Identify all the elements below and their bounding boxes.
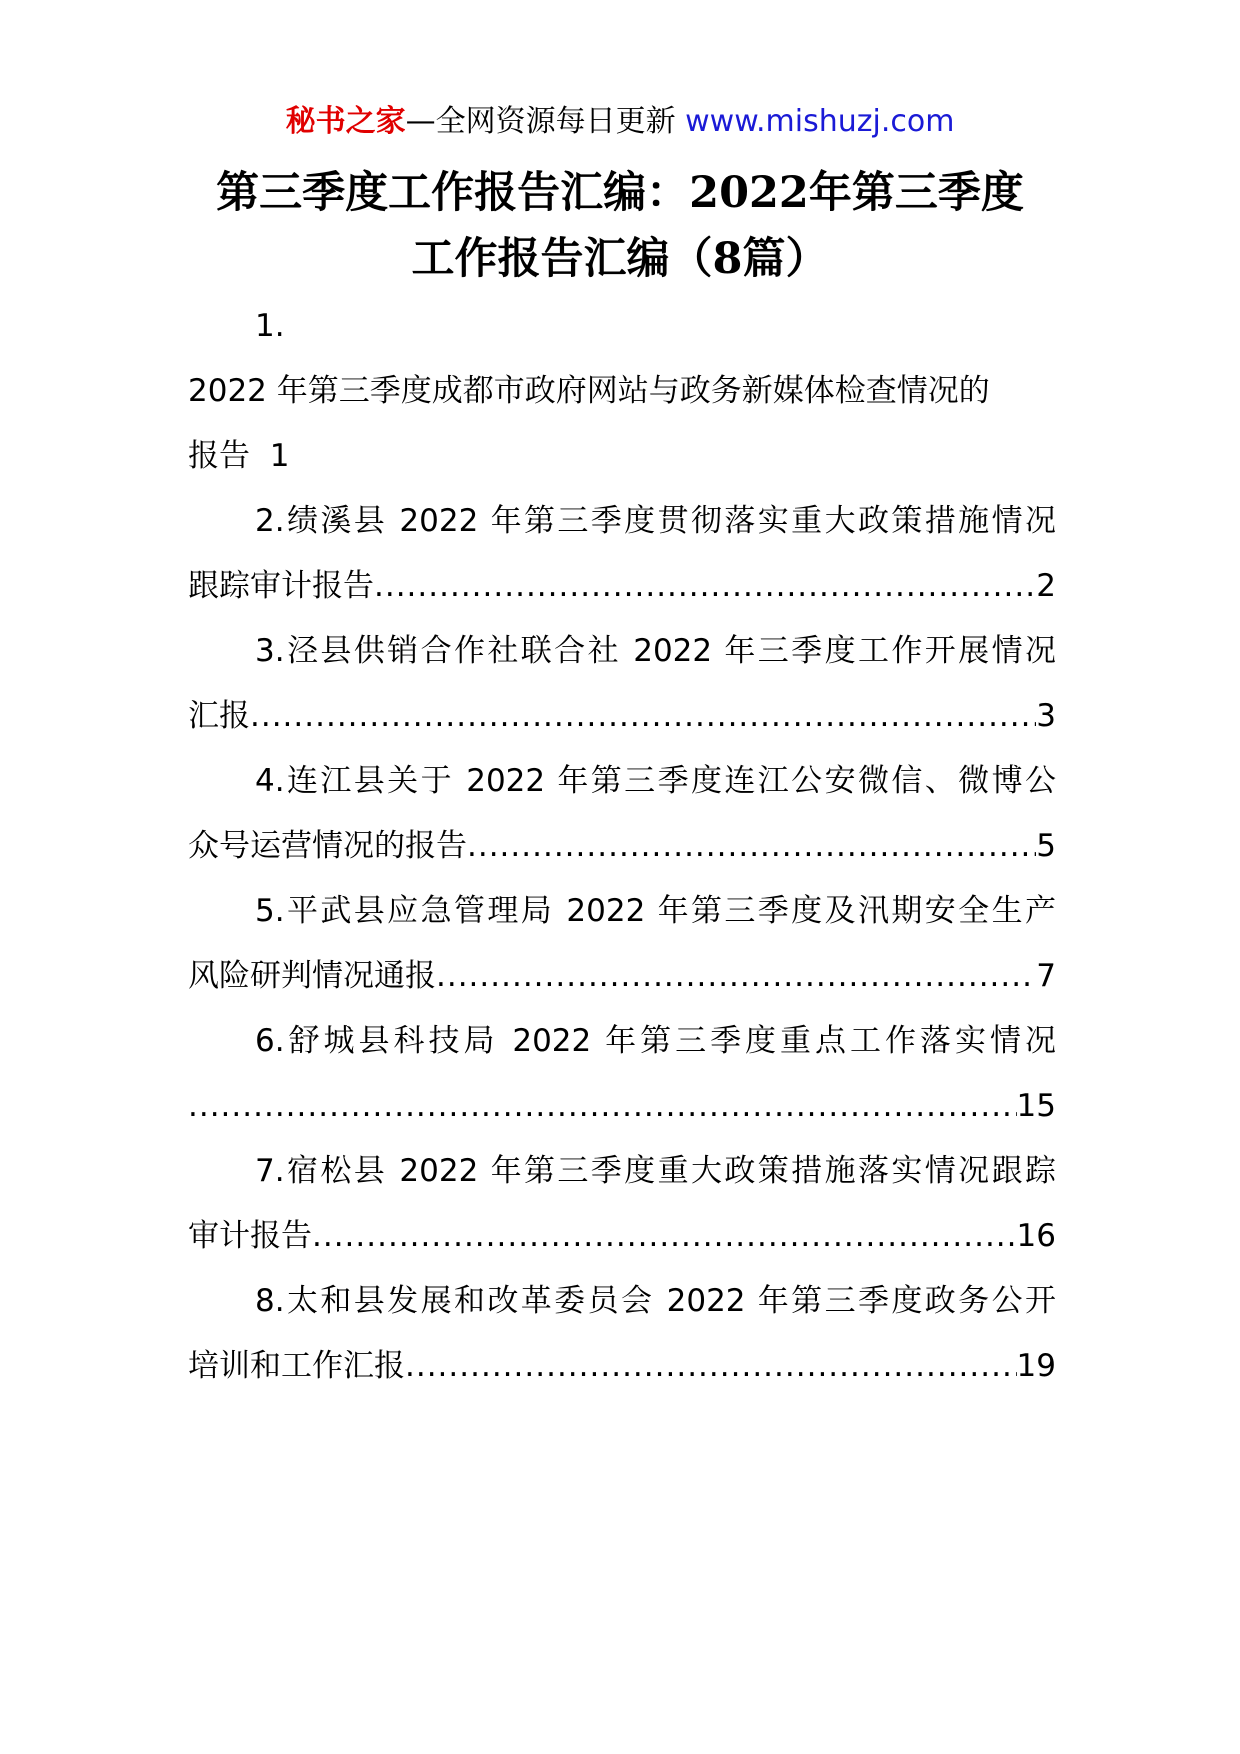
header-tagline: —全网资源每日更新 bbox=[405, 104, 686, 139]
toc-entry-leader-line bbox=[188, 1204, 1056, 1269]
toc-entry-leader-line bbox=[188, 1074, 1056, 1139]
dot-leader bbox=[250, 684, 1036, 749]
site-url-link[interactable]: www.mishuzj.com bbox=[685, 104, 955, 139]
toc-entry-1[interactable] bbox=[188, 294, 1056, 489]
toc-entry-title-tail: 汇报 bbox=[188, 698, 250, 734]
toc-entry-page: 15 bbox=[1016, 1088, 1056, 1124]
dot-leader bbox=[467, 814, 1036, 879]
title-line-2: 工作报告汇编（8篇） bbox=[411, 234, 829, 284]
brand-name: 秘书之家 bbox=[285, 104, 406, 139]
toc-entry-leader-line bbox=[188, 554, 1056, 619]
document-title bbox=[150, 160, 1090, 292]
site-header bbox=[0, 100, 1240, 144]
toc-entry-title-tail: 众号运营情况的报告 bbox=[188, 828, 467, 864]
dot-leader bbox=[188, 1074, 1017, 1139]
toc-entry-8[interactable] bbox=[188, 1269, 1056, 1399]
toc-entry-page: 1 bbox=[269, 438, 290, 474]
toc-entry-title: 2.绩溪县 2022 年第三季度贯彻落实重大政策措施情况 bbox=[255, 503, 1056, 539]
dot-leader bbox=[312, 1204, 1017, 1269]
toc-entry-number: 1. bbox=[255, 308, 285, 344]
toc-entry-leader-line bbox=[188, 944, 1056, 1009]
toc-entry-title-tail: 培训和工作汇报 bbox=[188, 1348, 405, 1384]
toc-entry-title-tail: 审计报告 bbox=[188, 1218, 312, 1254]
toc-entry-4[interactable] bbox=[188, 749, 1056, 879]
toc-entry-2[interactable] bbox=[188, 489, 1056, 619]
toc-entry-title: 3.泾县供销合作社联合社 2022 年三季度工作开展情况 bbox=[255, 633, 1056, 669]
toc-entry-leader-line bbox=[188, 684, 1056, 749]
toc-entry-leader-line bbox=[188, 1334, 1056, 1399]
dot-leader bbox=[405, 1334, 1017, 1399]
toc-entry-title: 6.舒城县科技局 2022 年第三季度重点工作落实情况 bbox=[255, 1023, 1056, 1059]
toc-entry-5[interactable] bbox=[188, 879, 1056, 1009]
toc-entry-title: 4.连江县关于 2022 年第三季度连江公安微信、微博公 bbox=[255, 763, 1056, 799]
dot-leader bbox=[436, 944, 1036, 1009]
toc-entry-page: 19 bbox=[1016, 1348, 1056, 1384]
toc-entry-title: 7.宿松县 2022 年第三季度重大政策措施落实情况跟踪 bbox=[255, 1153, 1056, 1189]
toc-entry-leader-line bbox=[188, 814, 1056, 879]
dot-leader bbox=[374, 554, 1036, 619]
toc-entry-page: 2 bbox=[1036, 568, 1056, 604]
toc-entry-title-tail: 跟踪审计报告 bbox=[188, 568, 374, 604]
title-line-1: 第三季度工作报告汇编：2022年第三季度 bbox=[216, 168, 1024, 218]
toc-entry-tail bbox=[188, 424, 1056, 489]
toc-entry-page: 5 bbox=[1036, 828, 1056, 864]
table-of-contents bbox=[188, 294, 1056, 1399]
toc-entry-title: 2022 年第三季度成都市政府网站与政务新媒体检查情况的 bbox=[188, 373, 990, 409]
toc-entry-title-tail: 报告 bbox=[188, 438, 250, 474]
toc-entry-title-tail: 风险研判情况通报 bbox=[188, 958, 436, 994]
toc-entry-page: 16 bbox=[1016, 1218, 1056, 1254]
toc-entry-title: 8.太和县发展和改革委员会 2022 年第三季度政务公开 bbox=[255, 1283, 1056, 1319]
toc-entry-page: 7 bbox=[1036, 958, 1056, 994]
toc-entry-title: 5.平武县应急管理局 2022 年第三季度及汛期安全生产 bbox=[255, 893, 1056, 929]
toc-entry-3[interactable] bbox=[188, 619, 1056, 749]
toc-entry-6[interactable] bbox=[188, 1009, 1056, 1139]
toc-entry-page: 3 bbox=[1036, 698, 1056, 734]
toc-entry-7[interactable] bbox=[188, 1139, 1056, 1269]
